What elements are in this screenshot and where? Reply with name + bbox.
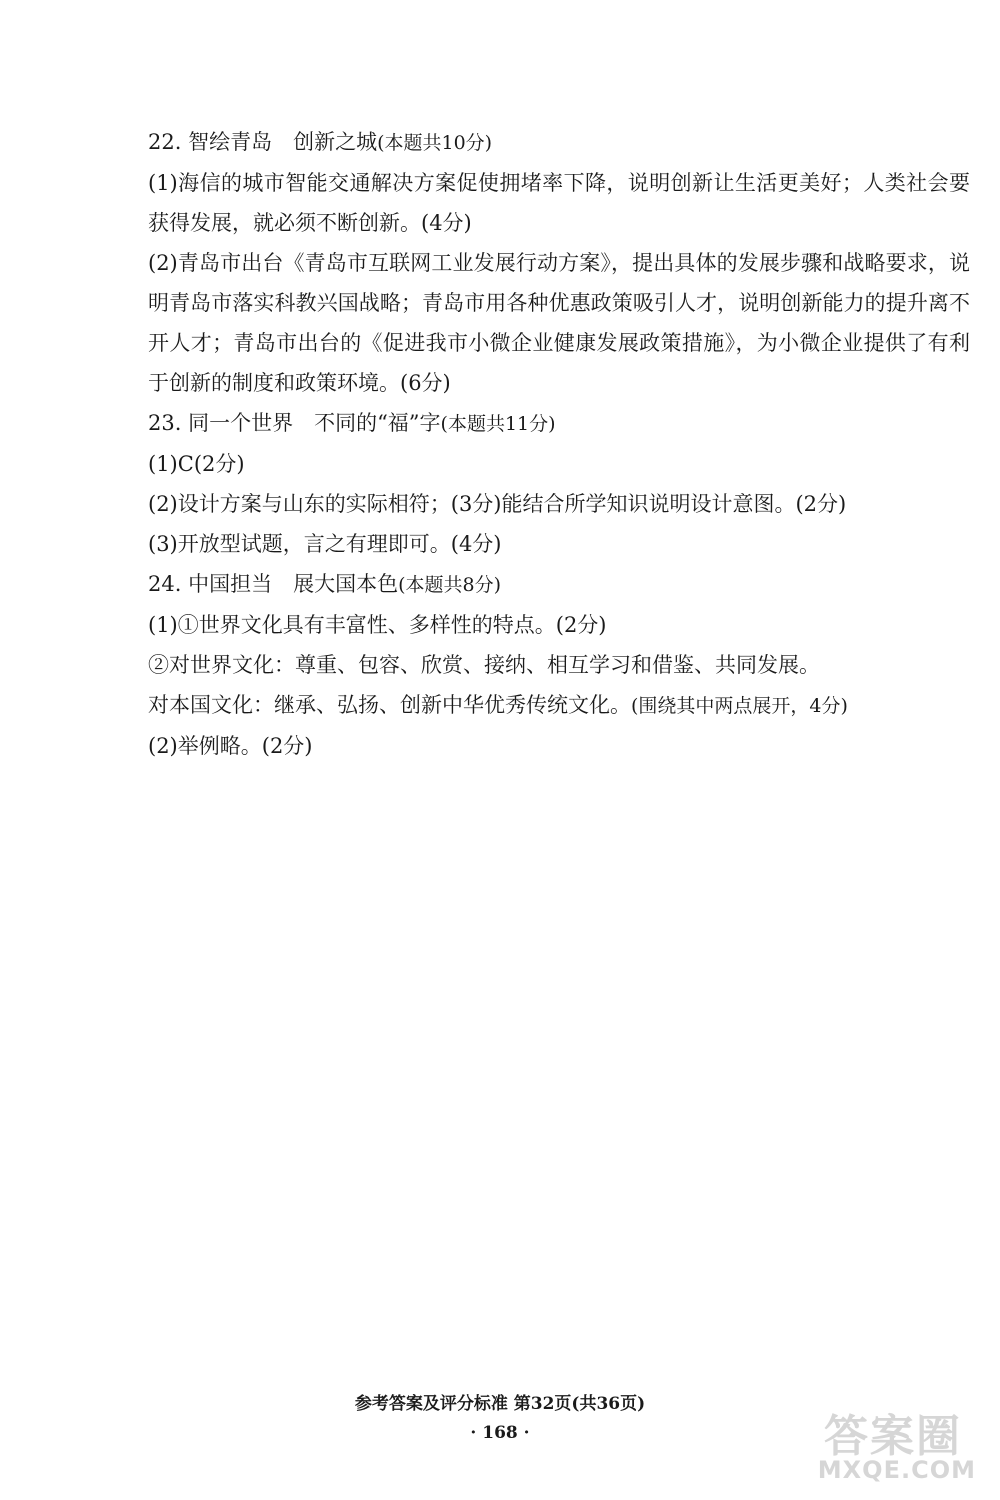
q24-part3 [110, 685, 970, 726]
footer-title: 参考答案及评分标准 第32页(共36页) [354, 1394, 646, 1414]
q22-part2: (2)青岛市出台《青岛市互联网工业发展行动方案》，提出具体的发展步骤和战略要求，说明青岛市落实科教兴国战略；青岛市用各种优惠政策吸引人才，说明创新能力的提升离不开人才；青岛市出台的《促进我市小微企业健康发展政策措施》，为小微企业提供了有利于创新的制度和政策环境。(6分) [148, 251, 970, 395]
q22-part1: (1)海信的城市智能交通解决方案促使拥堵率下降，说明创新让生活更美好；人类社会要获得发展，就必须不断创新。(4分) [148, 171, 970, 235]
q23-heading [110, 403, 970, 444]
q24-heading [110, 564, 970, 605]
watermark-logo [800, 1398, 980, 1488]
q22-title: 22. 智绘青岛 创新之城 [148, 130, 378, 154]
q24-score: (本题共8分) [398, 574, 501, 596]
q23-score: (本题共11分) [440, 413, 556, 435]
q22-heading [110, 122, 970, 163]
watermark-top-text: 答案圈 [824, 1411, 962, 1462]
page-number: · 168 · [470, 1423, 530, 1443]
q24-part3-note: (围绕其中两点展开，4分) [631, 695, 848, 717]
q22-score: (本题共10分) [377, 132, 493, 154]
q24-part3-text: 对本国文化：继承、弘扬、创新中华优秀传统文化。 [148, 693, 631, 717]
q23-title: 23. 同一个世界 不同的“福”字 [148, 411, 441, 435]
q23-part2: (2)设计方案与山东的实际相符；(3分)能结合所学知识说明设计意图。(2分) [148, 492, 847, 516]
answer-content [110, 122, 970, 766]
q24-part4: (2)举例略。(2分) [148, 734, 313, 758]
q23-part1: (1)C(2分) [148, 452, 245, 476]
q23-part3: (3)开放型试题，言之有理即可。(4分) [148, 532, 502, 556]
q24-title: 24. 中国担当 展大国本色 [148, 572, 399, 596]
watermark-bottom-text: MXQE.COM [817, 1456, 976, 1484]
q24-part2: ②对世界文化：尊重、包容、欣赏、接纳、相互学习和借鉴、共同发展。 [148, 653, 820, 677]
q24-part1: (1)①世界文化具有丰富性、多样性的特点。(2分) [148, 613, 607, 637]
